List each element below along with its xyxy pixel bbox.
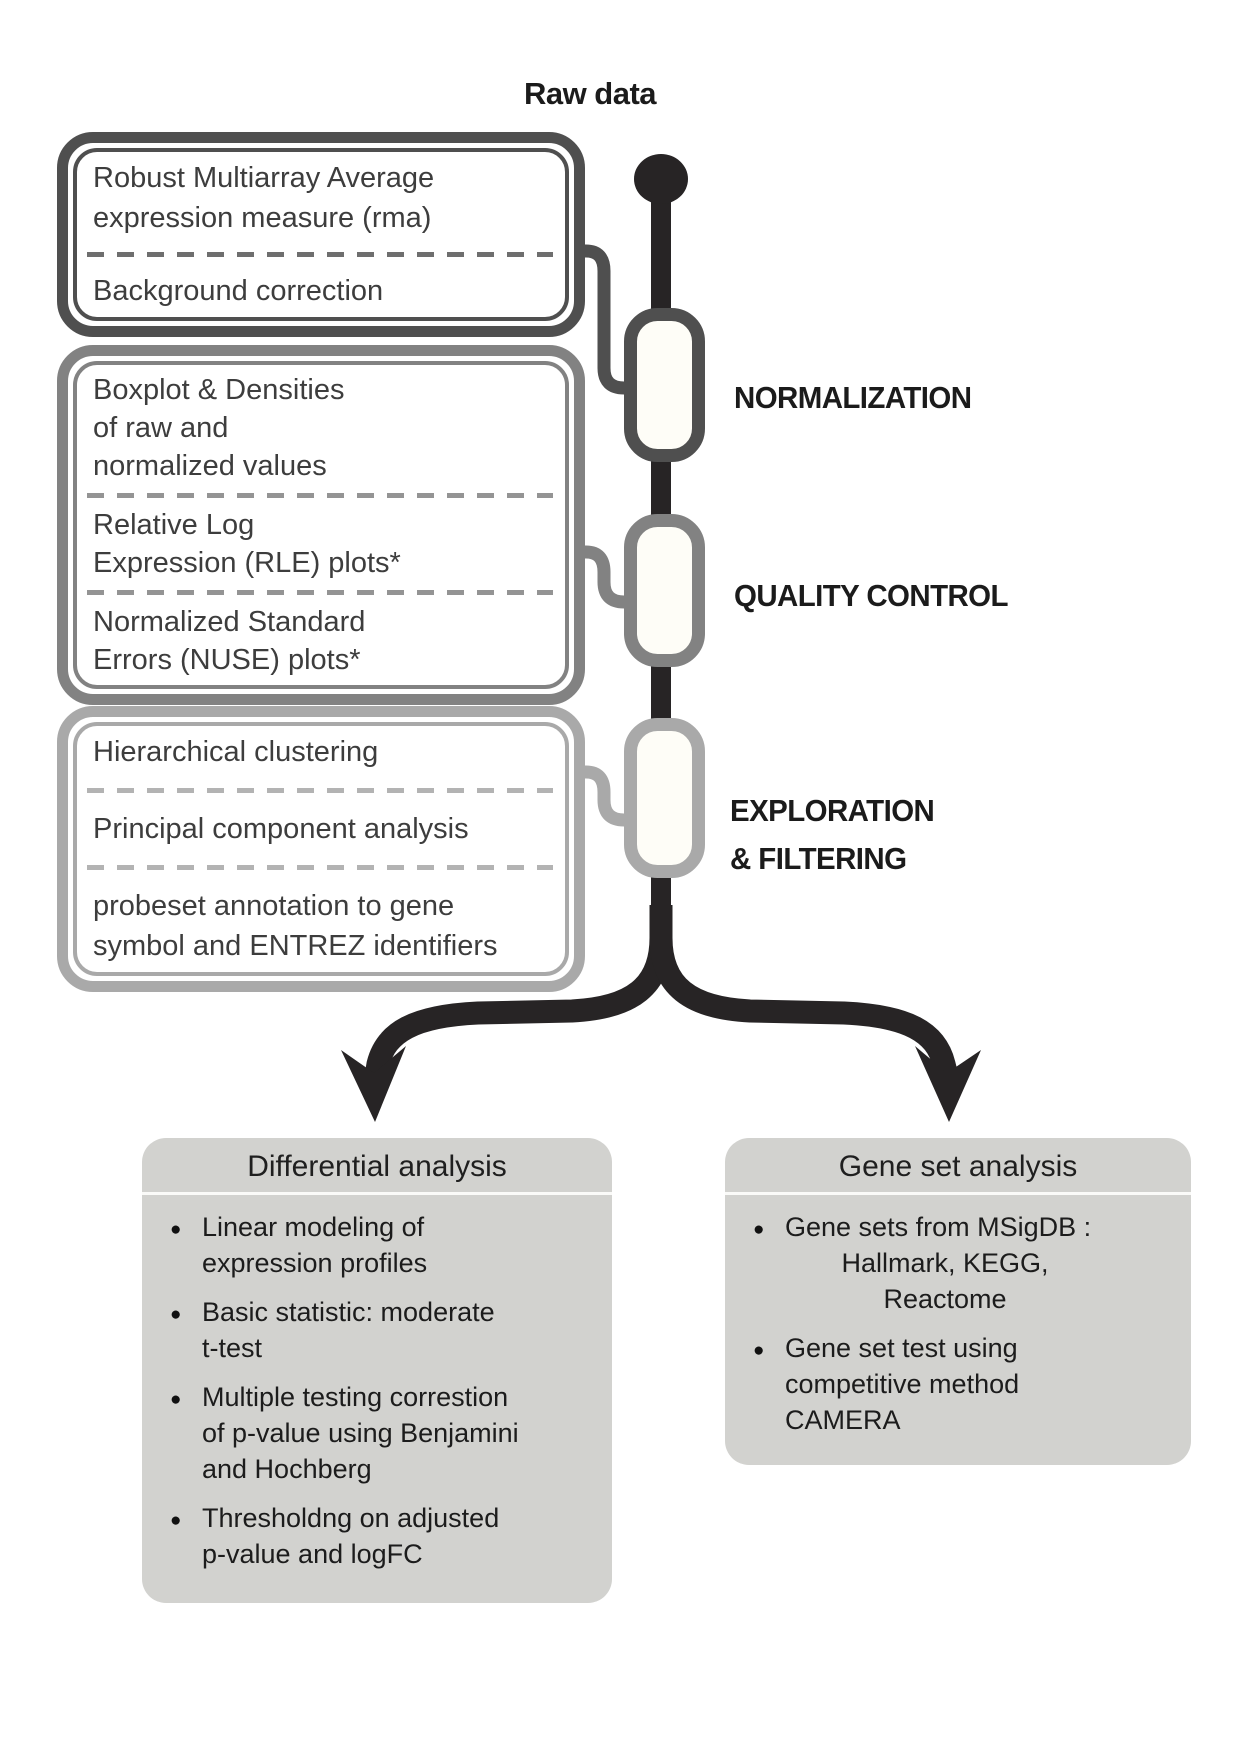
differential-analysis-box bbox=[142, 1138, 612, 1603]
step-boxplot-densities: Boxplot & Densities of raw and normalized values bbox=[93, 374, 345, 482]
differential-analysis-list bbox=[142, 1195, 612, 1603]
arrowhead-right-icon bbox=[915, 1046, 981, 1122]
step-probeset-annotation: probeset annotation to gene symbol and ENTREZ identifiers bbox=[93, 890, 498, 962]
box-quality-control-steps-inner bbox=[73, 361, 569, 689]
dashed-divider bbox=[87, 865, 553, 870]
stage-label-quality-control: QUALITY CONTROL bbox=[734, 578, 1008, 613]
node-normalization bbox=[631, 315, 699, 456]
raw-data-dot-icon bbox=[634, 154, 688, 204]
list-item: ● Multiple testing correstion of p-value using Benjamini and Hochberg bbox=[168, 1379, 596, 1487]
list-item: ● Gene sets from MSigDB : Hallmark, KEGG, Reactome bbox=[751, 1209, 1175, 1317]
gene-set-sources: Hallmark, KEGG, Reactome bbox=[841, 1248, 1049, 1314]
box-exploration-steps bbox=[57, 706, 585, 992]
dashed-divider bbox=[87, 590, 553, 595]
stage-label-normalization: NORMALIZATION bbox=[734, 380, 972, 415]
dashed-divider bbox=[87, 493, 553, 498]
dashed-divider bbox=[87, 252, 553, 257]
node-exploration bbox=[631, 725, 699, 872]
step-nuse-plots: Normalized Standard Errors (NUSE) plots* bbox=[93, 606, 366, 676]
list-item: ● Thresholdng on adjusted p-value and logFC bbox=[168, 1500, 596, 1572]
list-item: ● Linear modeling of expression profiles bbox=[168, 1209, 596, 1281]
dashed-divider bbox=[87, 788, 553, 793]
gene-set-analysis-title: Gene set analysis bbox=[725, 1138, 1191, 1195]
list-item: ● Basic statistic: moderate t-test bbox=[168, 1294, 596, 1366]
box-normalization-steps-inner bbox=[73, 148, 569, 321]
box-quality-control-steps bbox=[57, 345, 585, 705]
raw-data-label: Raw data bbox=[523, 76, 657, 111]
step-hierarchical-clustering: Hierarchical clustering bbox=[93, 736, 379, 768]
arrowhead-left-icon bbox=[341, 1046, 406, 1122]
box-exploration-steps-inner bbox=[73, 722, 569, 976]
fork-right-arm bbox=[661, 905, 947, 1076]
differential-analysis-title: Differential analysis bbox=[142, 1138, 612, 1195]
list-item: ● Gene set test using competitive method CAMERA bbox=[751, 1330, 1175, 1438]
stage-label-exploration-filtering: EXPLORATION & FILTERING bbox=[730, 793, 935, 876]
step-pca: Principal component analysis bbox=[93, 813, 469, 845]
step-background-correction: Background correction bbox=[93, 275, 384, 307]
node-quality-control bbox=[631, 521, 699, 661]
gene-set-analysis-list bbox=[725, 1195, 1191, 1469]
step-rle-plots: Relative Log Expression (RLE) plots* bbox=[93, 509, 401, 579]
gene-set-analysis-box bbox=[725, 1138, 1191, 1465]
box-normalization-steps bbox=[57, 132, 585, 337]
step-rma: Robust Multiarray Average expression measure (rma) bbox=[93, 162, 435, 234]
